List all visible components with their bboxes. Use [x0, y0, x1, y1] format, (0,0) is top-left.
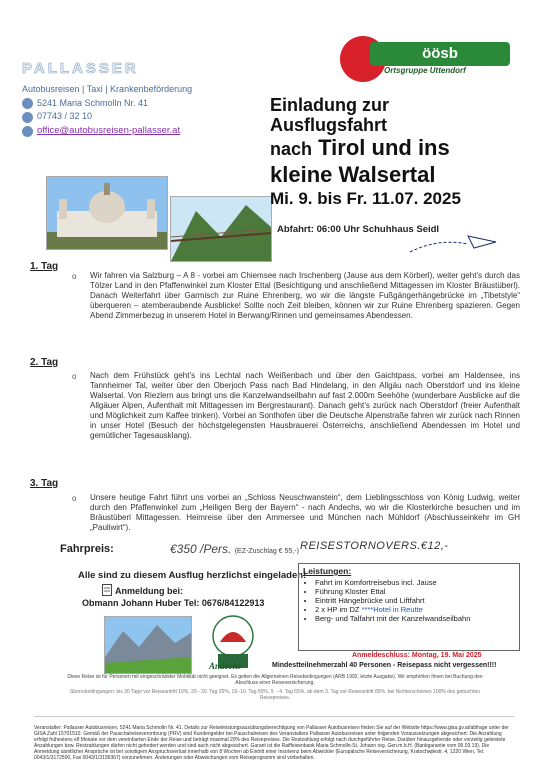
email-icon [22, 126, 33, 137]
legal-footer: Veranstalter: Pallasser Autobusreisen, 5241 Maria Schmolln Nr. 41. Details zur Reiseleistungsausübungsberechtigung von Pallasser Autobusreisen finden Sie auf der Website https://www.gisa.gv.at/abfrage unter der GISA Zahl 15701510. Gemäß der Pauschalreiseverordnung (PRV) sind Kundengelder bei Pauschalreisen des Veranstalters Pallasser Autobusreisen unter folgenden Voraussetzungen abgesichert: Die Anzahlung erfolgt frühestens elf Monate vor dem vereinbarten Ende der Reise und beträgt maximal 20% des Reisepreises. Die Restzahlung erfolgt nach durchgeführter Reise. Darüber hinausgehende oder vorzeitig geleistete Anzahlungen bzw. Restzahlungen dürfen nicht gefordert werden und sind auch nicht abgesichert. Garant ist die Raiffeisenbank Maria Schmolln-St. Johann reg. Gen.m.b.H. (Bankgarantie vom 06.03.19). Die Anmeldung sämtlicher Ansprüche ist bei sonstigem Anspruchsverlust innerhalb von 8 Wochen ab Eintritt einer Insolvenz beim Abwickler (Europäische Reiseversicherung, Kratochwjlestr. 4, 1220 Wien, Tel. 0043/1/3172500, Fax 0043/1/3199367) vorzunehmen. Änderungen oder Abweichungen vom Reiseprogramm sind vorbehalten. [34, 725, 509, 761]
fahrpreis-label: Fahrpreis: [60, 543, 114, 555]
company-brand: PALLASSER [22, 60, 139, 77]
contact-phone [22, 111, 252, 123]
contact-block [22, 84, 252, 139]
day-2-label: 2. Tag [30, 357, 59, 368]
phone-icon [22, 112, 33, 123]
leistungen-title: Leistungen: [303, 566, 352, 576]
oesb-logo: öösb [370, 42, 510, 66]
halbpension-text: 2 x HP im DZ [315, 605, 360, 614]
leistung-item [315, 605, 515, 614]
obmann-contact: Obmann Johann Huber Tel: 0676/84122913 [82, 598, 265, 608]
location-icon [22, 98, 33, 109]
day-1-bullet: o [72, 272, 77, 281]
leistungen-list [303, 578, 515, 623]
day-3-text: Unsere heutige Fahrt führt uns vorbei an „Schloss Neuschwanstein“, dem Lieblingsschloss von König Ludwig, weiter durch den Pfaffenwinkel zum „Heiligen Berg der Bayern“ - nach Andechs, wo wir die Klosterkirche besuchen und im Bräustüberl Mittagessen. Heimreise über den Ammersee und München nach Mühldorf (Abschlusseinkehr im GH „Pauliwirt“). [90, 493, 520, 532]
phone-text: 07743 / 32 10 [37, 111, 93, 122]
footer-divider [34, 716, 514, 717]
day-1-label: 1. Tag [30, 261, 59, 272]
document-icon [102, 584, 112, 596]
mobility-note: Diese Reise ist für Personen mit eingeschränkter Mobilität nicht geeignet. Es gelten die Allgemeinen Reisebedingungen (ARB 1992, letzte Ausgabe). Wir empfehlen Ihnen bei Buchung den Abschluss einer Reiseversicherung. [67, 674, 483, 686]
day-3-label: 3. Tag [30, 478, 59, 489]
leistungen-box [298, 563, 520, 651]
departure-info: Abfahrt: 06:00 Uhr Schuhhaus Seidl [277, 224, 440, 235]
leistung-item: • Führung Kloster Ettal [315, 587, 515, 596]
single-room-surcharge: (EZ-Zuschlag € 55,-) [234, 548, 299, 555]
day-2-text: Nach dem Frühstück geht’s ins Lechtal nach Weißenbach und über den Gaichtpass, vorbei am Haldensee, ins Tannheimer Tal, weiter über den Oberjoch Pass nach Bad Hindelang, in den Allgäu nach Oberstdorf und ins kleine Walsertal. Von Riezlern aus bringt uns die Kanzelwandseilbahn auf fast 2.000m Seehöhe (wunderbare Ausblicke auf die Allgäuer Alpen, Aufenthalt mit Mittagessen im Bergrestaurant). Danach geht’s zurück nach Oberstdorf (freier Aufenthalt und Möglichkeit zum Kaffee trinken). Vorbei an Sonthofen über die Deutsche Alpenstraße fahren wir zurück nach Rinnen in unser Hotel (Besuch der höchstgelegensten Hausbrauerei Österreichs, anschließend Abendessen im Hotel und gemütlicher Tagesausklang). [90, 371, 520, 440]
invitation-text: Alle sind zu diesem Ausflug herzlichst eingeladen! [78, 570, 307, 581]
title-line-2: Ausflugsfahrt [270, 115, 387, 135]
leistung-item: • Fahrt im Komfortreisebus incl. Jause [315, 578, 515, 587]
hotel-name: ****Hotel in Reutte [361, 605, 423, 614]
haengebruecke-photo [170, 196, 272, 262]
services-text: Autobusreisen | Taxi | Krankenbeförderung [22, 84, 193, 94]
day-2-bullet: o [72, 372, 77, 381]
anmeldung-label: Anmeldung bei: [115, 586, 183, 596]
page-title [270, 95, 535, 210]
title-nach: nach [270, 139, 313, 159]
price [170, 542, 299, 556]
andechs-text: Andechs [209, 661, 242, 671]
address-text: 5241 Maria Schmolln Nr. 41 [37, 97, 149, 108]
trip-date: Mi. 9. bis Fr. 11.07. 2025 [270, 189, 461, 208]
minimum-participants: Mindestteilnehmerzahl 40 Personen - Reisepass nicht vergessen!!!! [272, 662, 497, 669]
title-line-1: Einladung zur [270, 95, 389, 115]
email-link[interactable]: office@autobusreisen-pallasser.at [37, 125, 181, 137]
kloster-ettal-photo [46, 176, 168, 250]
title-line-4: kleine Walsertal [270, 162, 436, 187]
contact-line [22, 84, 252, 96]
registration-deadline: Anmeldeschluss: Montag, 19. Mai 2025 [352, 652, 482, 659]
price-value: €350 /Pers. [170, 542, 232, 556]
contact-address [22, 98, 252, 110]
leistung-item: • Berg- und Talfahrt mit der Kanzelwandseilbahn [315, 614, 515, 623]
day-3-bullet: o [72, 494, 77, 503]
cancellation-terms: Stornobedingungen: bis 30 Tage vor Reiseantritt 10%, 29 - 20. Tag 25%, 19.-10. Tag 50%, 9. - 4. Tag 65%, ab dem 3. Tag vor Reiseantritt 85%, bei Nichterscheinen 100% des gebuchten Reisepreises. [69, 689, 481, 701]
day-1-text: Wir fahren via Salzburg – A 8 - vorbei am Chiemsee nach Irschenberg (Jause aus dem Körberl), weiter geht’s durch das Tölzer Land in den Pfaffenwinkel zum Kloster Ettal (Besichtigung und anschließend Mittagessen im Kloster Bräustüberl). Danach Weiterfahrt über Garmisch zur Ruine Ehrenberg, wo wir die längste Fußgängerhängebrücke im „Tibetstyle“ überqueren – atemberaubende Ausblicke! Sollte noch Zeit bleiben, können wir zur Ruine Ehrenberg spazieren. Gegen Abend Zimmerbezug in unserem Hotel in Berwang/Rinnen und gemeinsames Abendessen. [90, 271, 520, 320]
title-line-3: Tirol und ins [318, 135, 450, 160]
walsertal-photo [104, 616, 192, 674]
handwritten-note: REISESTORNOVERS.€12,- [300, 540, 449, 552]
contact-email[interactable] [22, 125, 252, 137]
oesb-logo-subtitle: Ortsgruppe Uttendorf [384, 66, 466, 75]
paper-plane-icon [408, 232, 498, 256]
leistung-item: • Eintritt Hängebrücke und Liftfahrt [315, 596, 515, 605]
